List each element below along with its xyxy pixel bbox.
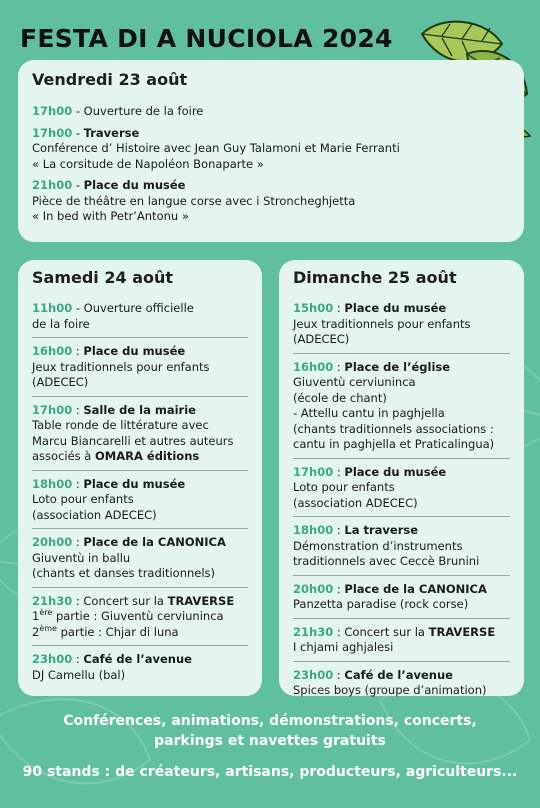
event-line: « In bed with Petr’Antonu » — [32, 209, 189, 223]
event-line: Loto pour enfants — [293, 480, 395, 494]
event-line: Giuventù cerviuninca — [293, 375, 416, 389]
event-time: 17h00 — [32, 104, 73, 118]
footer-line-1: Conférences, animations, démonstrations, concerts, — [63, 713, 477, 729]
event-place: Place du musée — [83, 344, 186, 358]
saturday-event-1: 11h00 - Ouverture officielle de la foire — [32, 301, 248, 338]
event-time: 16h00 — [32, 344, 73, 358]
saturday-event-7: 23h00 : Café de l’avenue DJ Camellu (bal) — [32, 652, 192, 682]
sunday-card — [279, 260, 524, 696]
saturday-title: Samedi 24 août — [32, 268, 174, 287]
event-place: Place du musée — [83, 476, 186, 491]
event-time: 15h00 — [293, 301, 334, 315]
sunday-title: Dimanche 25 août — [293, 268, 457, 287]
sunday-event-5: 20h00 : Place de la CANONICA Panzetta paradise (rock corse) — [293, 582, 510, 619]
event-line: (ADECEC) — [32, 375, 89, 389]
footer-stands: 90 stands : de créateurs, artisans, producteurs, agriculteurs... — [22, 764, 518, 780]
event-line: DJ Camellu (bal) — [32, 667, 126, 682]
event-text: Concert sur la — [344, 624, 429, 639]
event-time: 20h00 — [32, 535, 73, 549]
event-line: « La corsitude de Napoléon Bonaparte » — [32, 156, 264, 171]
event-line: Jeux traditionnels pour enfants — [293, 316, 471, 331]
event-time: 17h00 — [293, 464, 334, 479]
event-line: Marcu Biancarelli et autres auteurs — [32, 433, 234, 448]
saturday-event-6: 21h30 : Concert sur la TRAVERSE 1ère partie : Giuventù cerviuninca 2ème partie : Chjar di luna — [32, 594, 248, 647]
sunday-event-1: 15h00 : Place du musée Jeux traditionnels pour enfants (ADECEC) — [293, 301, 510, 354]
event-line: de la foire — [32, 316, 90, 331]
event-place: La traverse — [344, 523, 419, 537]
sunday-event-3: 17h00 : Place du musée Loto pour enfants (association ADECEC) — [293, 465, 510, 518]
saturday-event-5: 20h00 : Place de la CANONICA Giuventù in ballu (chants et danses traditionnels) — [32, 535, 248, 588]
saturday-event-2: 16h00 : Place du musée Jeux traditionnels pour enfants (ADECEC) — [32, 344, 248, 397]
event-line: Pièce de théâtre en langue corse avec i Stroncheghjetta — [32, 193, 356, 208]
event-line: - Attellu cantu in paghjella — [293, 406, 445, 420]
event-line: Giuventù in ballu — [32, 550, 131, 565]
event-place: Salle de la mairie — [83, 402, 196, 417]
event-line: Jeux traditionnels pour enfants — [32, 359, 210, 374]
event-text: Concert sur la — [83, 593, 168, 608]
event-time: 18h00 — [32, 476, 73, 491]
event-place: TRAVERSE — [428, 624, 496, 639]
event-place: Place de la CANONICA — [83, 535, 226, 549]
sunday-event-6: 21h30 : Concert sur la TRAVERSE I chjami aghjalesi — [293, 625, 510, 662]
event-place: Traverse — [83, 125, 140, 140]
sunday-event-2: 16h00 : Place de l’église Giuventù cerviuninca (école de chant) - Attellu cantu in paghjella (chants traditionnels associations : cantu in paghjella et Praticalingua) — [293, 360, 510, 459]
event-time: 17h00 — [32, 402, 73, 417]
friday-card — [18, 60, 524, 242]
saturday-card — [18, 260, 262, 696]
event-time: 11h00 — [32, 301, 73, 315]
event-line: (ADECEC) — [293, 332, 350, 346]
event-line: (chants et danses traditionnels) — [32, 566, 216, 580]
event-line: (association ADECEC) — [32, 507, 157, 522]
event-line: Panzetta paradise (rock corse) — [293, 597, 469, 611]
event-line: traditionnels avec Ceccè Brunini — [293, 554, 480, 568]
event-time: 20h00 — [293, 581, 334, 596]
event-time: 17h00 — [32, 125, 73, 140]
event-line: cantu in paghjella et Praticalingua) — [293, 437, 495, 451]
event-time: 21h00 — [32, 178, 73, 192]
event-text: Ouverture de la foire — [83, 104, 204, 118]
friday-event-2: 17h00 - Traverse Conférence d’ Histoire avec Jean Guy Talamoni et Marie Ferranti « La corsitude de Napoléon Bonaparte » — [32, 125, 400, 171]
friday-event-3: 21h00 - Place du musée Pièce de théâtre en langue corse avec i Stroncheghjetta « In bed with Petr’Antonu » — [32, 178, 356, 223]
sunday-event-7: 23h00 : Café de l’avenue Spices boys (groupe d’animation) — [293, 667, 487, 697]
event-time: 18h00 — [293, 523, 334, 537]
sunday-event-4: 18h00 : La traverse Démonstration d’instruments traditionnels avec Ceccè Brunini — [293, 523, 510, 576]
event-line: partie : Giuventù cerviuninca — [52, 609, 224, 623]
event-place: Place du musée — [344, 464, 447, 479]
footer-highlights — [0, 711, 540, 751]
event-time: 23h00 — [293, 667, 334, 682]
event-line: (école de chant) — [293, 390, 387, 405]
event-line: partie : Chjar di luna — [56, 624, 179, 639]
event-line: Loto pour enfants — [32, 492, 134, 506]
friday-title: Vendredi 23 août — [32, 70, 188, 89]
event-line: associés à — [32, 449, 96, 463]
event-line: I chjami aghjalesi — [293, 640, 394, 654]
event-place: Café de l’avenue — [83, 652, 192, 666]
event-place: TRAVERSE — [167, 593, 235, 608]
event-time: 21h30 — [32, 593, 73, 608]
event-place: Place du musée — [83, 178, 186, 192]
page-title: FESTA DI A NUCIOLA 2024 — [20, 24, 393, 53]
event-place: Place du musée — [344, 301, 447, 315]
event-line: Table ronde de littérature avec — [32, 418, 209, 432]
event-time: 16h00 — [293, 359, 334, 374]
event-line: Spices boys (groupe d’animation) — [293, 683, 487, 697]
event-time: 23h00 — [32, 652, 73, 666]
event-place: Café de l’avenue — [344, 667, 453, 682]
publisher-name: OMARA éditions — [95, 449, 200, 463]
event-line: Démonstration d’instruments — [293, 538, 463, 553]
event-place: Place de l’église — [344, 359, 451, 374]
event-line: (chants traditionnels associations : — [293, 421, 494, 436]
event-line: Conférence d’ Histoire avec Jean Guy Talamoni et Marie Ferranti — [32, 141, 400, 155]
saturday-event-4: 18h00 : Place du musée Loto pour enfants (association ADECEC) — [32, 477, 248, 530]
event-place: Place de la CANONICA — [344, 581, 487, 596]
friday-event-1: 17h00 - Ouverture de la foire — [32, 104, 204, 118]
event-line: (association ADECEC) — [293, 495, 418, 510]
saturday-event-3: 17h00 : Salle de la mairie Table ronde de littérature avec Marcu Biancarelli et autres auteurs associés à OMARA éditions — [32, 403, 248, 471]
event-text: Ouverture officielle — [83, 301, 194, 315]
footer-line-2: parkings et navettes gratuits — [154, 733, 386, 749]
event-time: 21h30 — [293, 624, 334, 639]
